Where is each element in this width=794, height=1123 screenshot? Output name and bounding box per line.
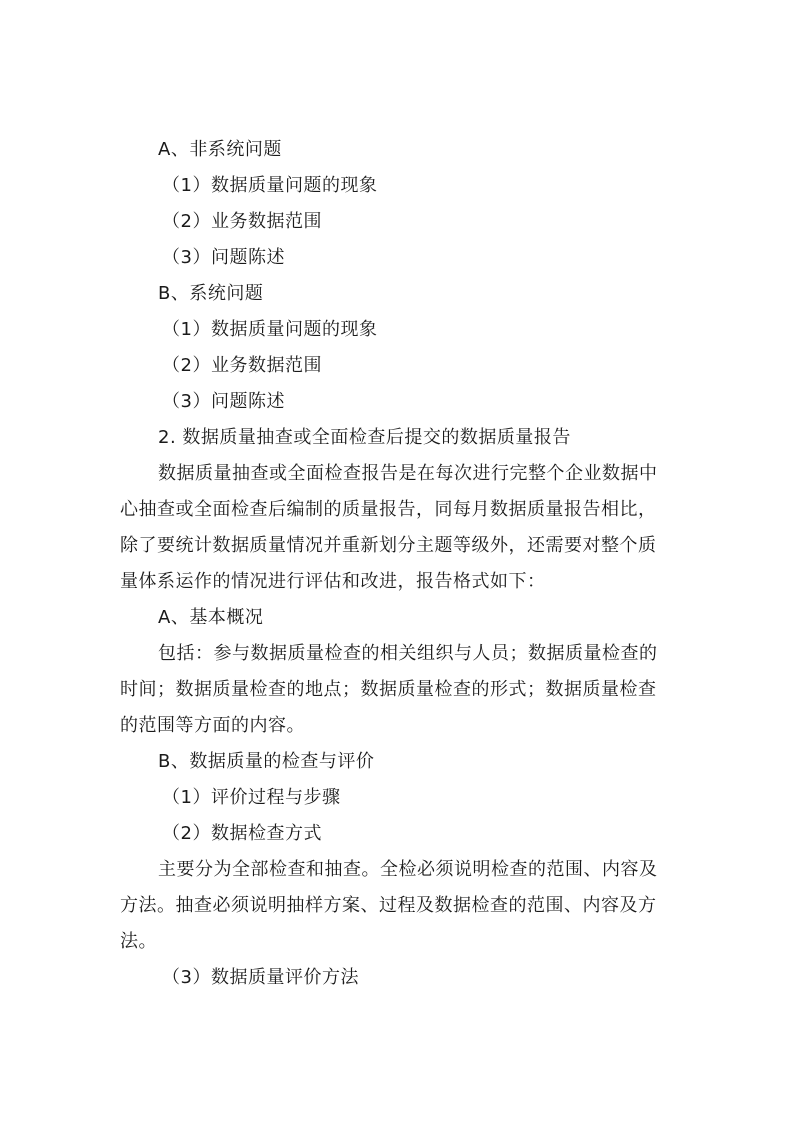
paragraph-report-description bbox=[120, 456, 690, 600]
document-body bbox=[120, 132, 690, 996]
paragraph-line: 法。 bbox=[120, 931, 157, 952]
paragraph-line: 包括：参与数据质量检查的相关组织与人员；数据质量检查的 bbox=[158, 643, 658, 664]
heading-system-issues: B、系统问题 bbox=[158, 283, 264, 304]
list-item: （1）评价过程与步骤 bbox=[162, 787, 341, 808]
paragraph-line: 时间；数据质量检查的地点；数据质量检查的形式；数据质量检查 bbox=[120, 679, 657, 700]
list-item: （2）业务数据范围 bbox=[162, 211, 322, 232]
paragraph-check-methods bbox=[120, 852, 690, 960]
heading-non-system-issues: A、非系统问题 bbox=[158, 139, 282, 160]
list-item: （2）数据检查方式 bbox=[162, 823, 322, 844]
paragraph-line: 心抽查或全面检查后编制的质量报告，同每月数据质量报告相比， bbox=[120, 499, 657, 520]
list-item: （3）问题陈述 bbox=[162, 247, 285, 268]
section-heading-2: 2. 数据质量抽查或全面检查后提交的数据质量报告 bbox=[158, 427, 571, 448]
paragraph-line: 主要分为全部检查和抽查。全检必须说明检查的范围、内容及 bbox=[158, 859, 658, 880]
list-item: （1）数据质量问题的现象 bbox=[162, 319, 378, 340]
paragraph-line: 数据质量抽查或全面检查报告是在每次进行完整个企业数据中 bbox=[158, 463, 658, 484]
list-item: （1）数据质量问题的现象 bbox=[162, 175, 378, 196]
list-item: （3）数据质量评价方法 bbox=[162, 967, 359, 988]
list-item: （3）问题陈述 bbox=[162, 391, 285, 412]
heading-check-and-evaluation: B、数据质量的检查与评价 bbox=[158, 751, 375, 772]
paragraph-line: 的范围等方面的内容。 bbox=[120, 715, 305, 736]
paragraph-line: 量体系运作的情况进行评估和改进，报告格式如下： bbox=[120, 571, 546, 592]
heading-basic-overview: A、基本概况 bbox=[158, 607, 264, 628]
list-item: （2）业务数据范围 bbox=[162, 355, 322, 376]
paragraph-line: 方法。抽查必须说明抽样方案、过程及数据检查的范围、内容及方 bbox=[120, 895, 657, 916]
paragraph-line: 除了要统计数据质量情况并重新划分主题等级外，还需要对整个质 bbox=[120, 535, 657, 556]
paragraph-overview-content bbox=[120, 636, 690, 744]
